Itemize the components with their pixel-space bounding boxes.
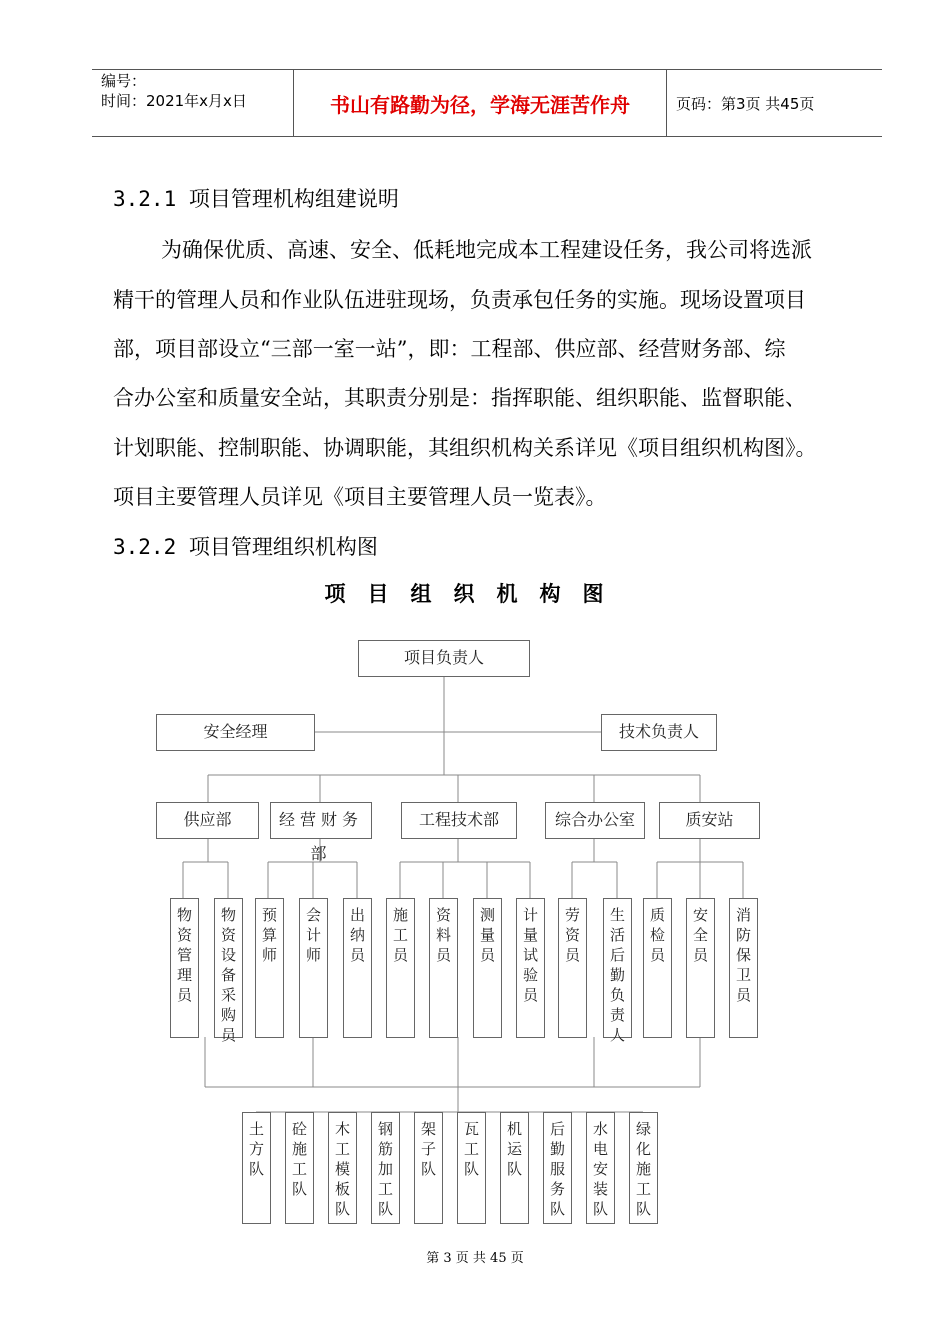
header-motto: 书山有路勤为径，学海无涯苦作舟 — [330, 93, 630, 117]
org-position-box: 安 全 员 — [686, 898, 715, 1038]
org-position-box: 消 防 保 卫 员 — [729, 898, 758, 1038]
org-position-box: 预 算 师 — [255, 898, 284, 1038]
paragraph-line: 精干的管理人员和作业队伍进驻现场，负责承包任务的实施。现场设置项目 — [113, 288, 806, 312]
org-team-box: 木 工 模 板 队 — [328, 1112, 357, 1224]
org-position-box: 施 工 员 — [386, 898, 415, 1038]
org-position-box: 物 资 设 备 采 购 员 — [214, 898, 243, 1038]
paragraph-line: 部，项目部设立“三部一室一站”，即：工程部、供应部、经营财务部、综 — [113, 337, 786, 361]
paragraph-line: 项目主要管理人员详见《项目主要管理人员一览表》。 — [113, 485, 607, 509]
page-label: 页码：第3页 共45页 — [676, 95, 815, 113]
org-right-deputy-box: 技术负责人 — [601, 714, 717, 751]
org-position-box: 测 量 员 — [473, 898, 502, 1038]
org-team-box: 土 方 队 — [242, 1112, 271, 1224]
org-position-box: 出 纳 员 — [343, 898, 372, 1038]
org-dept-box: 经营财务部 — [270, 802, 372, 839]
org-position-box: 资 料 员 — [429, 898, 458, 1038]
org-position-box: 生 活 后 勤 负 责 人 — [603, 898, 632, 1038]
org-dept-box: 工程技术部 — [401, 802, 517, 839]
org-dept-box: 综合办公室 — [545, 802, 645, 839]
org-chart-title: 项目组织机构图 — [324, 582, 626, 606]
org-team-box: 架 子 队 — [414, 1112, 443, 1224]
paragraph-line: 计划职能、控制职能、协调职能，其组织机构关系详见《项目组织机构图》。 — [113, 436, 817, 460]
org-position-box: 会 计 师 — [299, 898, 328, 1038]
org-position-box: 劳 资 员 — [558, 898, 587, 1038]
section-322-heading: 3.2.2 项目管理组织机构图 — [113, 535, 378, 559]
org-position-box: 物 资 管 理 员 — [170, 898, 199, 1038]
org-team-box: 砼 施 工 队 — [285, 1112, 314, 1224]
org-dept-box: 质安站 — [659, 802, 760, 839]
org-team-box: 绿 化 施 工 队 — [629, 1112, 658, 1224]
paragraph-line: 合办公室和质量安全站，其职责分别是：指挥职能、组织职能、监督职能、 — [113, 386, 806, 410]
paragraph-line: 为确保优质、高速、安全、低耗地完成本工程建设任务，我公司将选派 — [161, 238, 812, 262]
org-team-box: 机 运 队 — [500, 1112, 529, 1224]
org-dept-box: 供应部 — [156, 802, 259, 839]
page-footer: 第 3 页 共 45 页 — [426, 1251, 524, 1266]
org-position-box: 质 检 员 — [643, 898, 672, 1038]
org-position-box: 计 量 试 验 员 — [516, 898, 545, 1038]
org-top-box: 项目负责人 — [358, 640, 530, 677]
section-321-heading: 3.2.1 项目管理机构组建说明 — [113, 187, 399, 211]
org-left-deputy-box: 安全经理 — [156, 714, 315, 751]
org-team-box: 水 电 安 装 队 — [586, 1112, 615, 1224]
org-team-box: 后 勤 服 务 队 — [543, 1112, 572, 1224]
org-team-box: 瓦 工 队 — [457, 1112, 486, 1224]
serial-label: 编号： — [101, 72, 147, 90]
org-team-box: 钢 筋 加 工 队 — [371, 1112, 400, 1224]
time-label: 时间：2021年x月x日 — [101, 92, 247, 110]
